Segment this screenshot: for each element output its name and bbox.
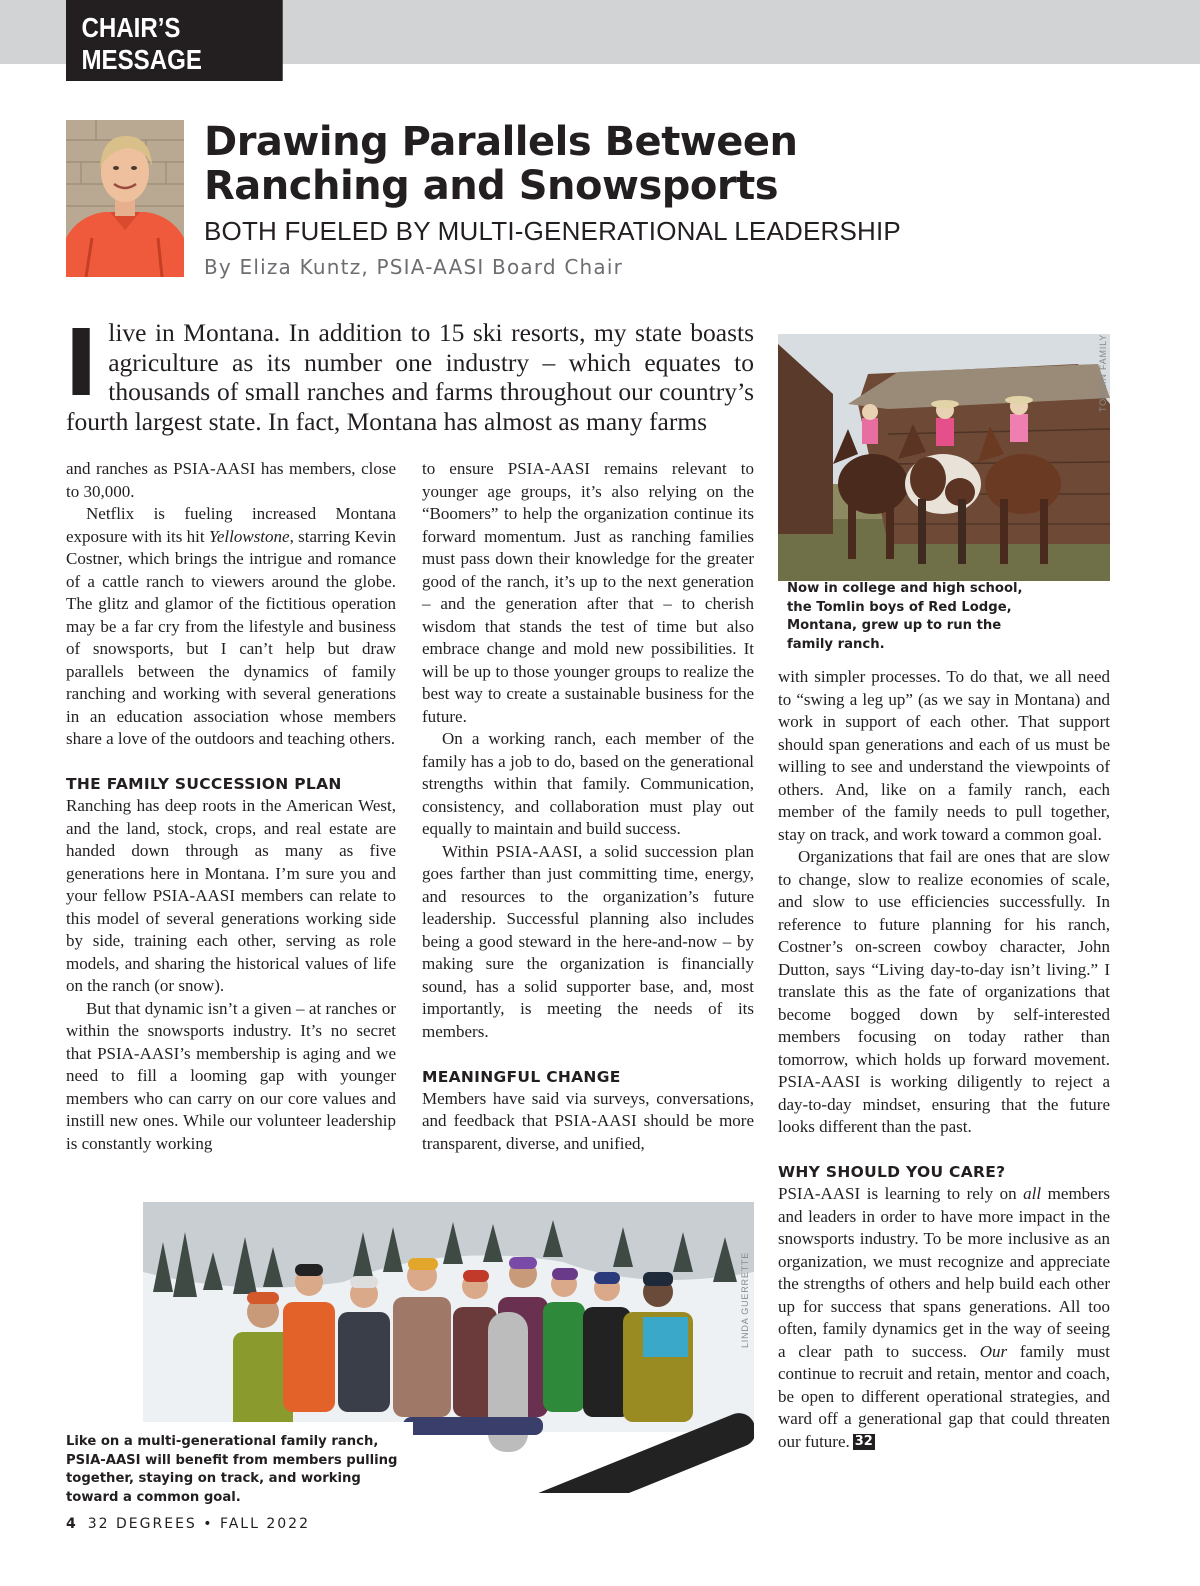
col2-paragraph-2: On a working ranch, each member of the family has a job to do, based on the generational strengths within that family. Communication, consistency, and collaboration must play out equally to maintain and build success. <box>422 729 754 838</box>
headline-line-1: Drawing Parallels Between <box>204 119 798 165</box>
col3-paragraph-1: with simpler processes. To do that, we all need to “swing a leg up” (as we say in Montana) and work in support of each other. That support should span generations and each of us must be willing to see and understand the viewpoints of others. And, like on a family ranch, each member of the family needs to pull together, stay on track, and work toward a common goal. <box>778 667 1110 844</box>
ranch-photo-credit: TOMLIN FAMILY <box>1098 333 1108 412</box>
col2-paragraph-4: Members have said via surveys, conversations, and feedback that PSIA-AASI should be more transparent, diverse, and unified, <box>422 1088 754 1153</box>
col1-p2-text-a: Netflix is fueling increased Montana exposure with its hit <box>66 504 396 546</box>
col3-p3-text-b: members and leaders in order to have more impact in the snowsports industry. To be more inclusive as an organization, we must recognize and appreciate the strengths of others and help build each other up for success that spans generations. All too often, family dynamics get in the way of seeing a clear path to success. <box>778 1184 1110 1361</box>
column-2 <box>422 458 754 1155</box>
article-headline <box>204 120 1104 208</box>
col1-paragraph-3: Ranching has deep roots in the American West, and the land, stock, crops, and real estate are handed down through as many as five generations here in Montana. I’m sure you and your fellow PSIA-AASI members can relate to this model of several generations working side by side, training each other, serving as role models, and sharing the historical values of life on the ranch (or snow). <box>66 796 396 995</box>
lede-text: live in Montana. In addition to 15 ski resorts, my state boasts agriculture as its number one industry – which equates to thousands of small ranches and farms throughout our country’s fourth largest state. In fact, Montana has almost as many farms <box>66 318 754 436</box>
page-number: 4 <box>66 1516 78 1532</box>
col1-paragraph-2 <box>66 503 396 751</box>
col2-paragraph-1: to ensure PSIA-AASI remains relevant to younger age groups, it’s also relying on the “Boomers” to help the organization continue its forward momentum. Just as ranching families must pass down their knowledge for the greater good of the ranch, it’s up to the next generation – and the generation after that – to cherish wisdom that stands the test of time but also embrace change and mold new possibilities. It will be up to those younger groups to realize the best way to create a sustainable business for the future. <box>422 459 754 726</box>
column-3 <box>778 666 1110 1453</box>
group-photo-caption: Like on a multi-generational family ranch, PSIA-AASI will benefit from members pulling together, staying on track, and working toward a common goal. <box>66 1434 398 1505</box>
col3-p3-text-a: PSIA-AASI is learning to rely on <box>778 1184 1024 1203</box>
section-tag: CHAIR’S MESSAGE <box>66 0 283 81</box>
show-title: Yellowstone <box>208 526 290 546</box>
col3-paragraph-2: Organizations that fail are ones that are slow to change, slow to realize economies of scale, and slow to use efficiencies successfully. In reference to future planning for his ranch, Costner’s on-screen cowboy character, John Dutton, says “Living day-to-day isn’t living.” I translate this as the fate of organizations that become bogged down by self-interested members focusing on today rather than tomorrow, which holds up forward movement. PSIA-AASI is working diligently to reject a day-to-day mindset, ensuring that the future looks different than the past. <box>778 847 1110 1136</box>
emphasis-all: all <box>1023 1184 1042 1203</box>
publication-info: 32 DEGREES • FALL 2022 <box>87 1516 310 1532</box>
article-subhead: BOTH FUELED BY MULTI-GENERATIONAL LEADERSHIP <box>204 216 901 246</box>
emphasis-our: Our <box>979 1341 1008 1361</box>
heading-meaningful-change: MEANINGFUL CHANGE <box>422 1067 621 1086</box>
ranch-photo <box>778 334 1110 581</box>
headline-line-2: Ranching and Snowsports <box>204 163 779 209</box>
lede-paragraph <box>64 310 754 436</box>
drop-cap: I <box>64 310 99 417</box>
author-photo <box>66 120 184 277</box>
group-photo-credit: LINDA GUERRETTE <box>740 1251 750 1348</box>
col3-paragraph-3 <box>778 1183 1110 1453</box>
col1-paragraph-1: and ranches as PSIA-AASI has members, close to 30,000. <box>66 459 396 501</box>
col1-p2-text-b: , starring Kevin Costner, which brings the intrigue and romance of a cattle ranch to viewers around the globe. The glitz and glamor of the fictitious operation may be a far cry from the lifestyle and business of snowsports, but I can’t help but draw parallels between the dynamics of family ranching and working with several generations in an education association whose members share a love of the outdoors and teaching others. <box>66 526 396 748</box>
end-mark: 32 <box>854 1433 873 1449</box>
col3-p3-text-c: family must continue to recruit and retain, mentor and coach, be open to different operational strategies, and ward off a generational gap that could threaten our future. <box>778 1341 1110 1451</box>
ranch-photo-caption: Now in college and high school, the Tomlin boys of Red Lodge, Montana, grew up to run the family ranch. <box>787 581 1023 652</box>
heading-family-succession-plan: THE FAMILY SUCCESSION PLAN <box>66 775 342 793</box>
heading-why-should-you-care: WHY SHOULD YOU CARE? <box>778 1163 1006 1181</box>
article-byline: By Eliza Kuntz, PSIA-AASI Board Chair <box>204 255 624 279</box>
col2-paragraph-3: Within PSIA-AASI, a solid succession plan goes farther than just committing time, energy, and resources to the organization’s future leadership. Successful planning also includes being a good steward in the here-and-now – by making sure the organization is financially sound, has a solid supporter base, and, most importantly, is meeting the needs of its members. <box>422 841 754 1041</box>
page-footer <box>66 1516 310 1532</box>
column-1 <box>66 458 396 1155</box>
col1-paragraph-4: But that dynamic isn’t a given – at ranches or within the snowsports industry. It’s no secret that PSIA-AASI’s membership is aging and we need to fill a looming gap with younger members who can carry on our core values and instill new ones. While our volunteer leadership is constantly working <box>66 998 396 1153</box>
